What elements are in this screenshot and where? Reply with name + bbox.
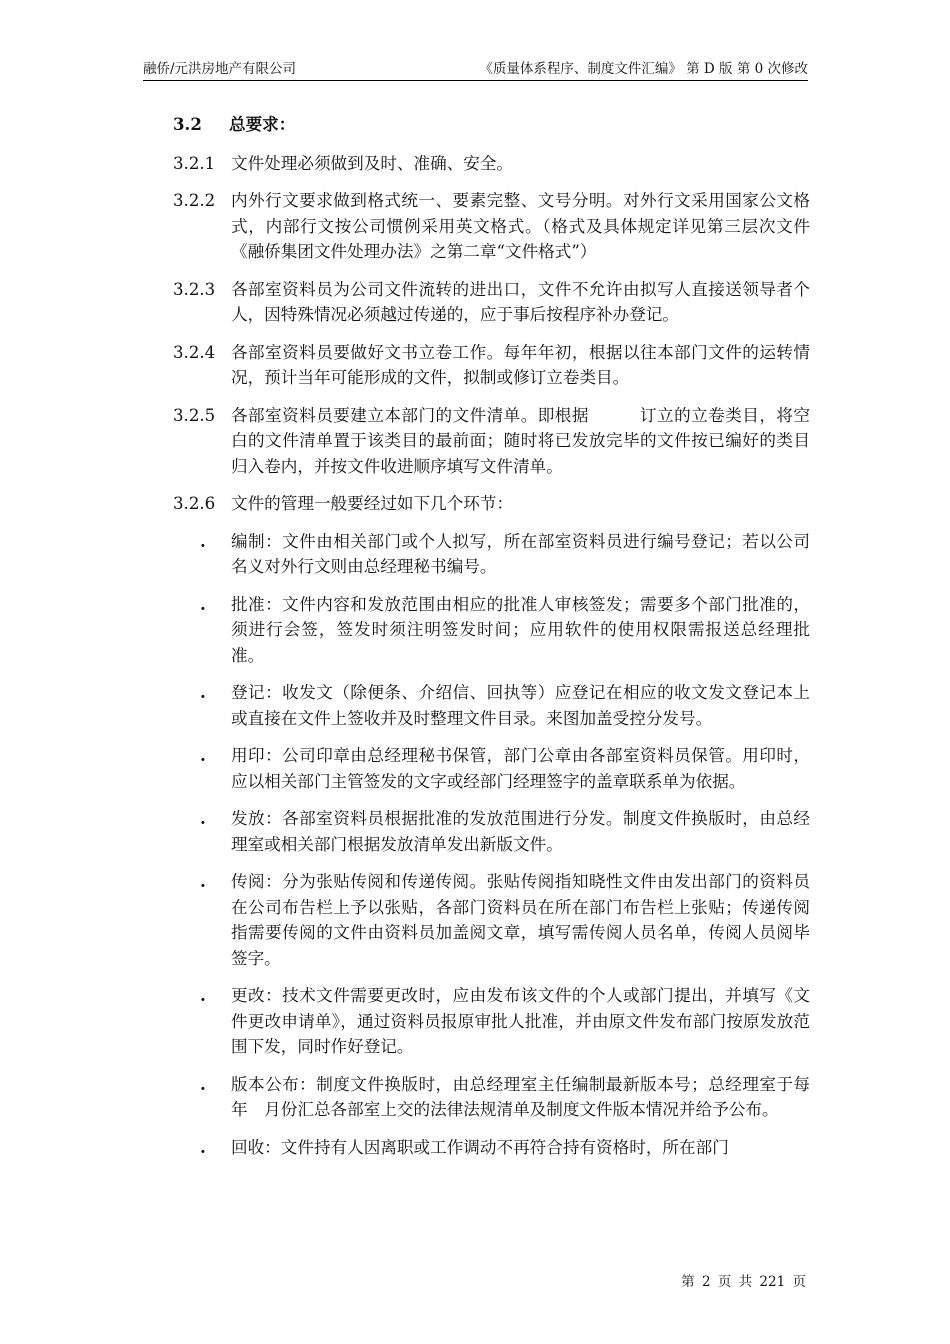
bullet-item bbox=[173, 869, 810, 971]
bullet-item bbox=[173, 983, 810, 1060]
clause-number: 3.2.2 bbox=[173, 191, 216, 210]
bullet-text: 更改：技术文件需要更改时，应由发布该文件的个人或部门提出，并填写《文件更改申请单》，通过资料员报原审批人批准，并由原文件发布部门按原发放范围下发，同时作好登记。 bbox=[231, 986, 810, 1056]
bullet-item bbox=[173, 743, 810, 794]
clause-number: 3.2.3 bbox=[173, 279, 216, 299]
page-header bbox=[143, 58, 808, 81]
bullet-text: 传阅：分为张贴传阅和传递传阅。张贴传阅指知晓性文件由发出部门的资料员在公司布告栏上予以张贴，各部门资料员在所在部门布告栏上张贴；传递传阅指需要传阅的文件由资料员加盖阅文章，填写需传阅人员名单，传阅人员阅毕签字。 bbox=[231, 872, 810, 968]
bullet-item bbox=[173, 529, 810, 580]
bullet-mark: . bbox=[200, 871, 206, 891]
bullet-item bbox=[173, 1072, 810, 1123]
bullet-text: 发放：各部室资料员根据批准的发放范围进行分发。制度文件换版时，由总经理室或相关部门根据发放清单发出新版文件。 bbox=[231, 809, 810, 854]
bullet-mark: . bbox=[200, 682, 206, 702]
clause-number: 3.2.1 bbox=[173, 153, 216, 173]
clause bbox=[173, 277, 810, 328]
bullet-mark: . bbox=[200, 1073, 206, 1094]
clause bbox=[173, 340, 810, 391]
bullet-item bbox=[173, 806, 810, 857]
clause-number: 3.2.6 bbox=[173, 494, 216, 513]
clause-text: 内外行文要求做到格式统一、要素完整、文号分明。对外行文采用国家公文格式，内部行文按公司惯例采用英文格式。（格式及具体规定详见第三层次文件《融侨集团文件处理办法》之第二章“文件格式”） bbox=[231, 191, 810, 261]
clause-text: 各部室资料员要建立本部门的文件清单。即根据 订立的立卷类目，将空白的文件清单置于该类目的最前面；随时将已发放完毕的文件按已编好的类目归入卷内，并按文件收进顺序填写文件清单。 bbox=[231, 405, 810, 476]
document-body bbox=[173, 112, 810, 1172]
section-heading bbox=[173, 112, 810, 138]
clause bbox=[173, 151, 810, 177]
bullet-mark: . bbox=[200, 745, 206, 765]
clause bbox=[173, 491, 810, 517]
bullet-item bbox=[173, 680, 810, 731]
bullet-text: 用印：公司印章由总经理秘书保管，部门公章由各部室资料员保管。用印时，应以相关部门主管签发的文字或经部门经理签字的盖章联系单为依据。 bbox=[231, 746, 810, 791]
bullet-mark: . bbox=[200, 985, 206, 1005]
clause-text: 各部室资料员要做好文书立卷工作。每年年初，根据以往本部门文件的运转情况，预计当年可能形成的文件，拟制或修订立卷类目。 bbox=[231, 342, 810, 387]
bullet-item bbox=[173, 592, 810, 669]
bullet-mark: . bbox=[200, 808, 206, 828]
section-number: 3.2 bbox=[173, 114, 202, 134]
bullet-mark: . bbox=[200, 530, 206, 551]
page-number: 第 2 页 共 221 页 bbox=[681, 1274, 806, 1290]
section-title: 总要求： bbox=[229, 114, 296, 134]
bullet-text: 登记：收发文（除便条、介绍信、回执等）应登记在相应的收文发文登记本上或直接在文件上签收并及时整理文件目录。来图加盖受控分发号。 bbox=[231, 683, 810, 728]
bullet-text: 版本公布：制度文件换版时，由总经理室主任编制最新版本号；总经理室于每年 月份汇总各部室上交的法律法规清单及制度文件版本情况并给予公布。 bbox=[231, 1074, 810, 1119]
clause bbox=[173, 403, 810, 480]
bullet-mark: . bbox=[200, 1136, 206, 1157]
clause-text: 文件的管理一般要经过如下几个环节： bbox=[231, 494, 514, 513]
clause-text: 各部室资料员为公司文件流转的进出口，文件不允许由拟写人直接送领导者个人，因特殊情况必须越过传递的，应于事后按程序补办登记。 bbox=[231, 279, 810, 324]
bullet-text: 回收：文件持有人因离职或工作调动不再符合持有资格时，所在部门 bbox=[231, 1137, 729, 1157]
bullet-item bbox=[173, 1135, 810, 1161]
clause bbox=[173, 188, 810, 265]
bullet-mark: . bbox=[200, 593, 206, 614]
bullet-text: 批准：文件内容和发放范围由相应的批准人审核签发；需要多个部门批准的，须进行会签，签发时须注明签发时间；应用软件的使用权限需报送总经理批准。 bbox=[231, 594, 810, 665]
header-company: 融侨/元洪房地产有限公司 bbox=[143, 61, 297, 77]
clause-number: 3.2.4 bbox=[173, 342, 216, 362]
bullet-text: 编制：文件由相关部门或个人拟写，所在部室资料员进行编号登记；若以公司名义对外行文则由总经理秘书编号。 bbox=[231, 531, 810, 576]
header-doc-title: 《质量体系程序、制度文件汇编》 第 D 版 第 0 次修改 bbox=[479, 61, 808, 77]
clause-number: 3.2.5 bbox=[173, 405, 216, 425]
clause-text: 文件处理必须做到及时、准确、安全。 bbox=[231, 153, 514, 173]
